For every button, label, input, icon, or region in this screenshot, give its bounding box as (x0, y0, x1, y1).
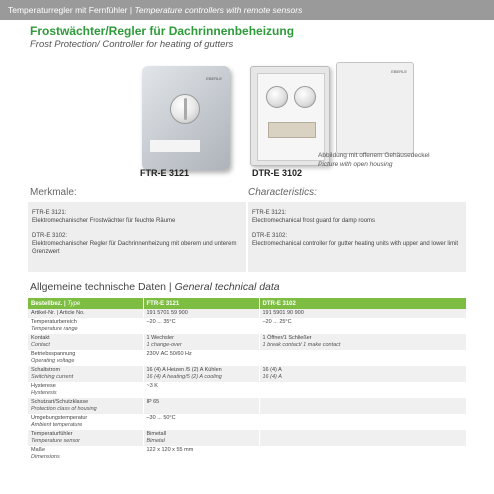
spec-label: Temperaturfühler Temperature sensor (28, 430, 143, 446)
spec-value-ftr: ~3 K (143, 382, 259, 398)
table-row (28, 430, 466, 446)
features-box-de (28, 202, 246, 272)
terminal-block (268, 122, 316, 138)
dial-upper (266, 86, 288, 108)
table-row (28, 414, 466, 430)
table-header-ftr: FTR-E 3121 (143, 298, 259, 309)
features-heading-en: Characteristics: (248, 187, 317, 198)
product-image-dtr-open (250, 66, 330, 166)
feature-en-1: FTR-E 3121: Electromechanical frost guard for damp rooms (252, 210, 376, 224)
setpoint-knob (170, 94, 200, 124)
spec-value-dtr (259, 350, 466, 366)
page-subtitle: Frost Protection/ Controller for heating of gutters (30, 39, 234, 50)
table-row (28, 446, 466, 462)
table-row (28, 318, 466, 334)
spec-value-dtr: 16 (4) A 16 (4) A (259, 366, 466, 382)
spec-value-ftr: –20 ... 35°C (143, 318, 259, 334)
device-label-plate (150, 140, 200, 152)
table-header-dtr: DTR-E 3102 (259, 298, 466, 309)
table-row (28, 398, 466, 414)
page-title: Frostwächter/Regler für Dachrinnenbeheizung (30, 24, 295, 38)
product-image-lid: EBERLE (336, 62, 414, 154)
spec-value-dtr (259, 446, 466, 462)
brand-label: EBERLE (206, 76, 222, 81)
spec-value-dtr: –20 ... 25°C (259, 318, 466, 334)
spec-value-dtr: 1 Öffner/1 Schließer 1 break contact/ 1 make contact (259, 334, 466, 350)
spec-value-ftr: 16 (4) A Heizen /5 (2) A Kühlen 16 (4) A heating/5 (2) A cooling (143, 366, 259, 382)
tech-data-table (28, 298, 467, 462)
product-image-ftr (142, 66, 230, 170)
spec-value-ftr: Bimetall Bimetal (143, 430, 259, 446)
top-banner: Temperaturregler mit Fernfühler | Temperature controllers with remote sensors (0, 0, 494, 20)
spec-value-dtr (259, 414, 466, 430)
table-header-type: Bestellbez. | Type (28, 298, 143, 309)
spec-value-dtr (259, 430, 466, 446)
table-row (28, 309, 466, 318)
spec-value-ftr: IP 65 (143, 398, 259, 414)
caption-open-housing: Abbildung mit offenem Gehäusedeckel Picture with open housing (318, 152, 430, 168)
spec-value-ftr: 122 x 120 x 55 mm (143, 446, 259, 462)
spec-value-ftr: 191 5701 59 900 (143, 309, 259, 318)
spec-value-dtr (259, 398, 466, 414)
dial-lower (294, 86, 316, 108)
spec-label: Maße Dimensions (28, 446, 143, 462)
table-row (28, 382, 466, 398)
spec-label: Artikel-Nr. | Article No. (28, 309, 143, 318)
feature-de-2: DTR-E 3102: Elektromechanischer Regler für Dachrinnenheizung mit oberem und unterem Grenzwert (32, 233, 237, 255)
caption-ftr: FTR-E 3121 (140, 168, 190, 178)
spec-label: Schutzart/Schutzklasse Protection class of housing (28, 398, 143, 414)
caption-dtr: DTR-E 3102 (252, 168, 303, 178)
spec-label: Betriebsspannung Operating voltage (28, 350, 143, 366)
table-header-row (28, 298, 466, 309)
spec-value-ftr: 1 Wechsler 1 change-over (143, 334, 259, 350)
spec-label: Temperaturbereich Temperature range (28, 318, 143, 334)
spec-label: Umgebungstemperatur Ambient temperature (28, 414, 143, 430)
table-row (28, 366, 466, 382)
features-box-en (248, 202, 466, 272)
spec-label: Hysterese Hysteresis (28, 382, 143, 398)
banner-de: Temperaturregler mit Fernfühler (8, 5, 128, 15)
feature-en-2: DTR-E 3102: Electromechanical controller for gutter heating units with upper and lower limit (252, 233, 459, 247)
spec-value-ftr: 230V AC 50/60 Hz (143, 350, 259, 366)
table-row (28, 350, 466, 366)
spec-label: Kontakt Contact (28, 334, 143, 350)
feature-de-1: FTR-E 3121: Elektromechanischer Frostwächter für feuchte Räume (32, 210, 176, 224)
table-row (28, 334, 466, 350)
features-heading-de: Merkmale: (30, 187, 77, 198)
spec-value-dtr (259, 382, 466, 398)
spec-value-ftr: –30 ... 50°C (143, 414, 259, 430)
banner-en: Temperature controllers with remote sensors (134, 5, 303, 15)
spec-value-dtr: 191 5901 90 900 (259, 309, 466, 318)
spec-label: Schaltstrom Switching current (28, 366, 143, 382)
tech-data-title: Allgemeine technische Daten | General technical data (30, 281, 280, 293)
